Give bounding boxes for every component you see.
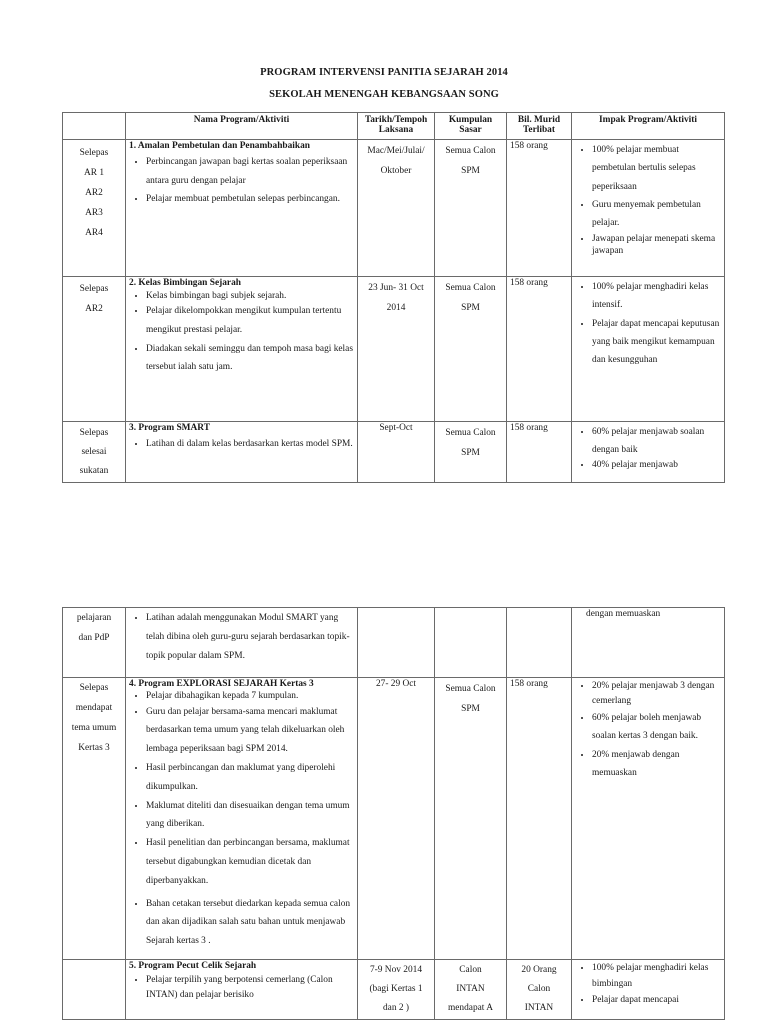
- program-item: • Bahan cetakan tersebut diedarkan kepada semua calon dan akan dijadikan salah satu bahan untuk menjawab Sejarah kertas 3 .: [146, 895, 354, 951]
- program-title: 4. Program EXPLORASI SEJARAH Kertas 3: [129, 679, 314, 689]
- tarikh-cell: 7-9 Nov 2014 (bagi Kertas 1 dan 2 ): [358, 960, 435, 1020]
- when-cell: Selepas AR2: [63, 277, 126, 422]
- table-row: [63, 277, 725, 422]
- header-impak: Impak Program/Aktiviti: [572, 113, 725, 140]
- program-cell: [126, 608, 358, 678]
- kumpulan-cell: Calon INTAN mendapat A: [435, 960, 507, 1020]
- impak-cell: [572, 422, 725, 483]
- when-cell: pelajaran dan PdP: [63, 608, 126, 678]
- impak-cell: [572, 960, 725, 1020]
- impak-cell: [572, 140, 725, 277]
- impak-item: • Pelajar dapat mencapai: [592, 993, 721, 1007]
- document-subtitle: SEKOLAH MENENGAH KEBANGSAAN SONG: [269, 89, 499, 100]
- bil-cell: [507, 608, 572, 678]
- tarikh-cell: [358, 608, 435, 678]
- program-cell: [126, 422, 358, 483]
- impak-item: • 60% pelajar boleh menjawab soalan kertas 3 dengan baik.: [592, 709, 721, 746]
- bil-cell: 158 orang: [507, 140, 572, 277]
- document-title: PROGRAM INTERVENSI PANITIA SEJARAH 2014: [260, 67, 508, 78]
- kumpulan-cell: Semua Calon SPM: [435, 277, 507, 422]
- impak-item: • Jawapan pelajar menepati skema jawapan: [592, 233, 721, 258]
- program-item: • Hasil perbincangan dan maklumat yang diperolehi dikumpulkan.: [146, 759, 354, 797]
- program-table: [62, 112, 725, 483]
- program-cell: [126, 140, 358, 277]
- when-cell: Selepas AR 1 AR2 AR3 AR4: [63, 140, 126, 277]
- impak-cell: [572, 678, 725, 960]
- table-row: [63, 960, 725, 1020]
- impak-item: • Guru menyemak pembetulan pelajar.: [592, 196, 721, 233]
- impak-item: • 40% pelajar menjawab: [592, 460, 721, 471]
- program-item: • Perbincangan jawapan bagi kertas soalan peperiksaan antara guru dengan pelajar: [146, 153, 354, 191]
- tarikh-cell: Sept-Oct: [358, 422, 435, 483]
- program-cell: [126, 678, 358, 960]
- kumpulan-cell: Semua Calon SPM: [435, 422, 507, 483]
- impak-item: • 100% pelajar menghadiri kelas intensif.: [592, 278, 721, 315]
- program-table-continued: [62, 607, 725, 1020]
- when-cell: [63, 960, 126, 1020]
- program-item: • Pelajar membuat pembetulan selepas perbincangan.: [146, 190, 354, 209]
- impak-item: • Pelajar dapat mencapai keputusan yang baik mengikut kemampuan dan kesungguhan: [592, 315, 721, 370]
- tarikh-cell: 27- 29 Oct: [358, 678, 435, 960]
- program-item: • Latihan adalah menggunakan Modul SMART yang telah dibina oleh guru-guru sejarah berdasarkan topik-topik popular dalam SPM.: [146, 609, 354, 665]
- when-cell: Selepas selesai sukatan: [63, 422, 126, 483]
- program-item: • Latihan di dalam kelas berdasarkan kertas model SPM.: [146, 435, 354, 454]
- program-cell: [126, 960, 358, 1020]
- table-row: [63, 608, 725, 678]
- program-item: • Hasil penelitian dan perbincangan bersama, maklumat tersebut digabungkan kemudian dicetak dan diperbanyakkan.: [146, 834, 354, 890]
- bil-cell: 158 orang: [507, 422, 572, 483]
- impak-item: • 60% pelajar menjawab soalan dengan baik: [592, 423, 721, 460]
- program-item: • Pelajar dibahagikan kepada 7 kumpulan.: [146, 691, 354, 703]
- tarikh-cell: 23 Jun- 31 Oct 2014: [358, 277, 435, 422]
- bil-cell: 158 orang: [507, 277, 572, 422]
- tarikh-cell: Mac/Mei/Julai/ Oktober: [358, 140, 435, 277]
- header-tarikh: Tarikh/Tempoh Laksana: [358, 113, 435, 140]
- program-title: 3. Program SMART: [129, 423, 210, 433]
- impak-item: • 20% menjawab dengan memuaskan: [592, 746, 721, 783]
- impak-item: • 100% pelajar membuat pembetulan bertulis selepas peperiksaan: [592, 141, 721, 196]
- header-empty: [63, 113, 126, 140]
- program-item: • Maklumat diteliti dan disesuaikan dengan tema umum yang diberikan.: [146, 797, 354, 835]
- impak-item: • 20% pelajar menjawab 3 dengan cemerlang: [592, 679, 721, 709]
- header-bil: Bil. Murid Terlibat: [507, 113, 572, 140]
- program-title: 2. Kelas Bimbingan Sejarah: [129, 278, 241, 288]
- program-title: 5. Program Pecut Celik Sejarah: [129, 961, 257, 971]
- header-kumpulan: Kumpulan Sasar: [435, 113, 507, 140]
- bil-cell: 158 orang: [507, 678, 572, 960]
- kumpulan-cell: Semua Calon SPM: [435, 678, 507, 960]
- program-item: • Pelajar terpilih yang berpotensi cemerlang (Calon INTAN) dan pelajar berisiko: [146, 973, 354, 1003]
- impak-item: • 100% pelajar menghadiri kelas bimbingan: [592, 961, 721, 993]
- impak-cell: dengan memuaskan: [572, 608, 725, 678]
- table-header-row: [63, 113, 725, 140]
- program-title: 1. Amalan Pembetulan dan Penambahbaikan: [129, 141, 311, 151]
- program-item: • Diadakan sekali seminggu dan tempoh masa bagi kelas tersebut ialah satu jam.: [146, 340, 354, 378]
- bil-cell: 20 Orang Calon INTAN: [507, 960, 572, 1020]
- table-row: [63, 422, 725, 483]
- program-item: • Guru dan pelajar bersama-sama mencari maklumat berdasarkan tema umum yang telah dikeluarkan oleh lembaga peperiksaan bagi SPM 2014.: [146, 703, 354, 759]
- table-row: [63, 678, 725, 960]
- header-nama: Nama Program/Aktiviti: [126, 113, 358, 140]
- kumpulan-cell: Semua Calon SPM: [435, 140, 507, 277]
- kumpulan-cell: [435, 608, 507, 678]
- table-row: [63, 140, 725, 277]
- when-cell: Selepas mendapat tema umum Kertas 3: [63, 678, 126, 960]
- program-cell: [126, 277, 358, 422]
- impak-cell: [572, 277, 725, 422]
- program-item: • Pelajar dikelompokkan mengikut kumpulan tertentu mengikut prestasi pelajar.: [146, 302, 354, 340]
- program-item: • Kelas bimbingan bagi subjek sejarah.: [146, 290, 354, 302]
